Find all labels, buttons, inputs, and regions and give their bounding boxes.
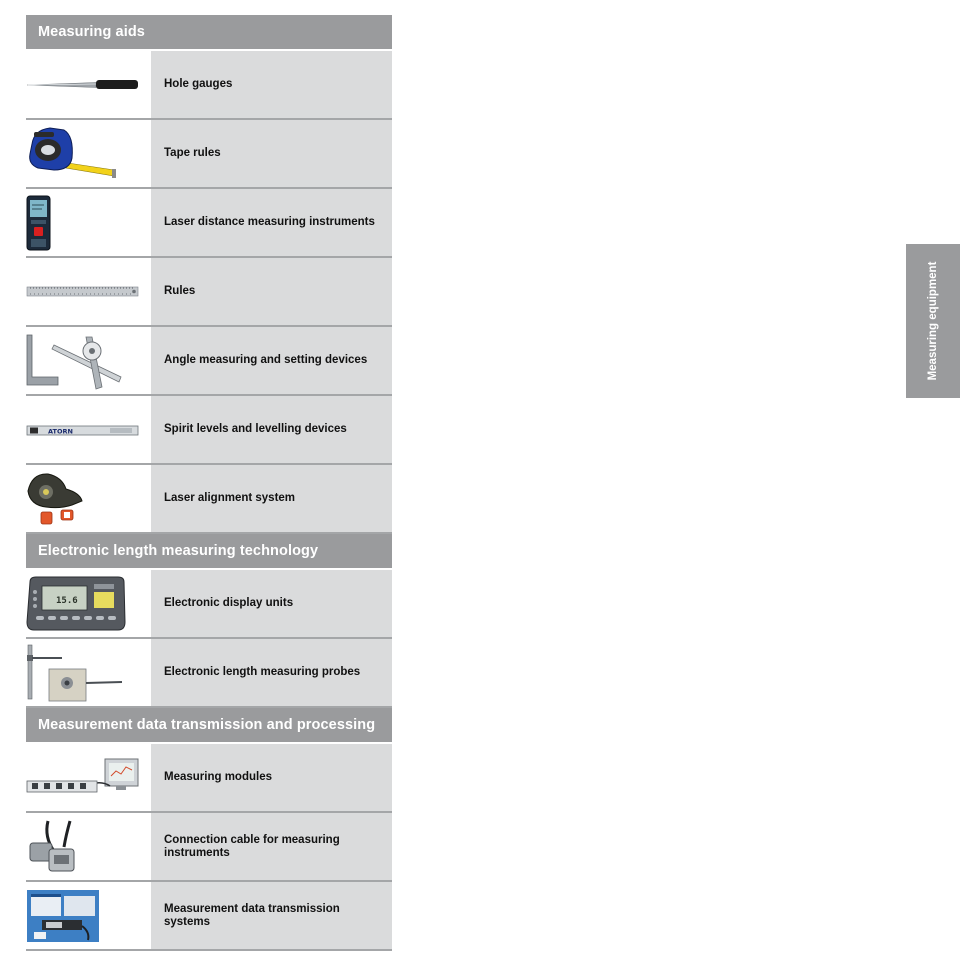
category-label: Laser distance measuring instruments [151,189,392,256]
category-label: Electronic display units [151,570,392,637]
category-row-laser-distance[interactable] [26,189,392,258]
steel-rule-icon [26,258,150,325]
side-tab-label: Measuring equipment [927,261,939,381]
category-label: Spirit levels and levelling devices [151,396,392,463]
measuring-module-icon [26,744,150,811]
category-row-angle-devices[interactable] [26,327,392,396]
angle-square-icon [26,327,150,394]
section-header-electronic-length: Electronic length measuring technology [26,534,392,569]
length-probe-icon [26,639,150,706]
connection-cable-icon [26,813,150,880]
category-label: Measurement data transmission systems [151,882,392,949]
category-row-length-probes[interactable] [26,639,392,708]
tape-rule-icon [26,120,150,187]
category-row-hole-gauges[interactable] [26,51,392,120]
section-header-data-transmission: Measurement data transmission and processing [26,708,392,743]
product-category-list [26,15,392,951]
category-label: Electronic length measuring probes [151,639,392,706]
category-label: Rules [151,258,392,325]
category-row-tape-rules[interactable] [26,120,392,189]
category-row-data-transmission-systems[interactable] [26,882,392,951]
category-label: Measuring modules [151,744,392,811]
data-transmission-icon [26,882,150,949]
category-label: Tape rules [151,120,392,187]
hole-gauge-icon [26,51,150,118]
laser-distance-meter-icon [26,189,150,256]
category-row-display-units[interactable] [26,570,392,639]
category-label: Laser alignment system [151,465,392,532]
category-row-spirit-levels[interactable] [26,396,392,465]
side-section-tab[interactable] [906,244,960,398]
laser-alignment-icon [26,465,150,532]
category-label: Connection cable for measuring instruments [151,813,392,880]
category-row-connection-cable[interactable] [26,813,392,882]
category-row-rules[interactable] [26,258,392,327]
spirit-level-icon [26,396,150,463]
svg-text:15.6: 15.6 [56,596,78,606]
category-label: Hole gauges [151,51,392,118]
category-row-laser-alignment[interactable] [26,465,392,534]
category-label: Angle measuring and setting devices [151,327,392,394]
spirit-level-brand-text: ATORN [48,427,73,436]
category-row-measuring-modules[interactable] [26,744,392,813]
section-header-measuring-aids: Measuring aids [26,15,392,50]
display-unit-icon [26,570,150,637]
